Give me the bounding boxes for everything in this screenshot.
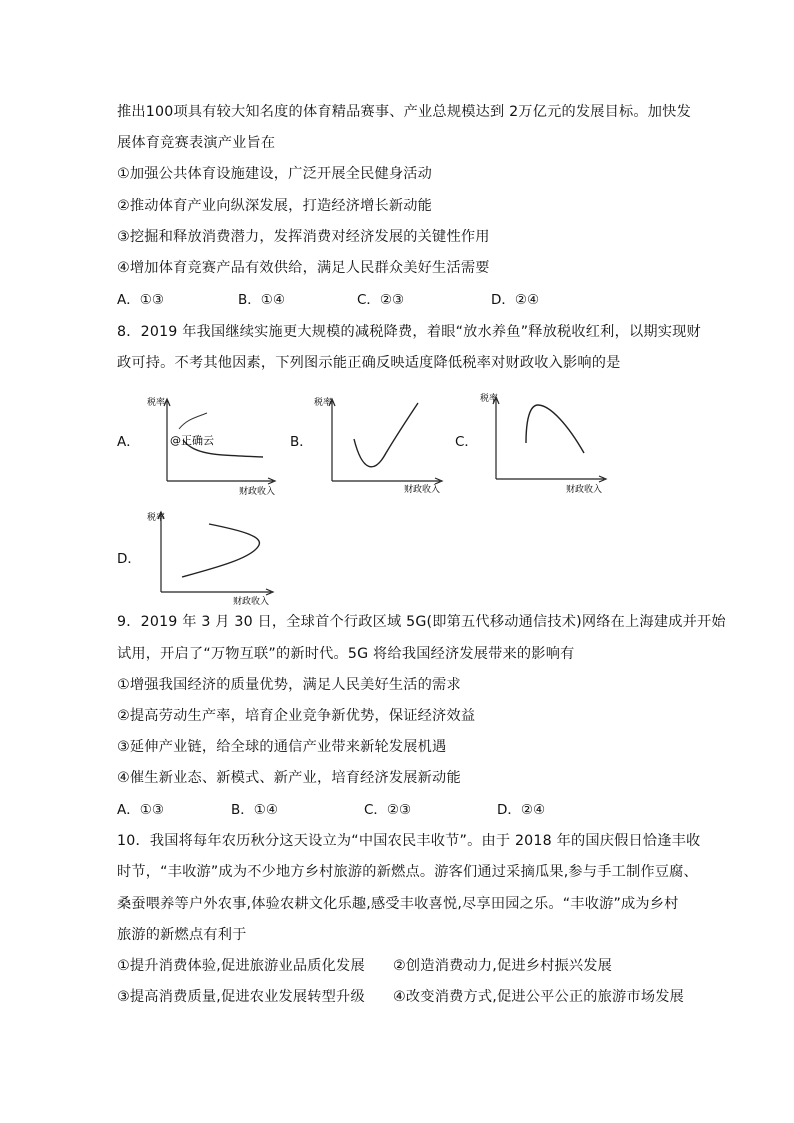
- q10-item-4: ④改变消费方式,促进公平公正的旅游市场发展: [393, 989, 684, 1005]
- graph-d-y-label: 税率: [147, 513, 166, 523]
- graph-b-curve: [354, 403, 418, 467]
- graph-a-y-label: 税率: [147, 398, 166, 408]
- q7-option-a: A．①③: [117, 292, 164, 308]
- graph-d-x-label: 财政收入: [233, 597, 270, 607]
- q8-graph-a: [145, 393, 285, 497]
- q7-item-2: ②推动体育产业向纵深发展，打造经济增长新动能: [117, 198, 433, 214]
- q10-stem-line4: 旅游的新燃点有利于: [117, 927, 247, 943]
- q8-graph-a-label: A．: [117, 434, 140, 450]
- q9-item-1: ①增强我国经济的质量优势，满足人民美好生活的需求: [117, 677, 461, 693]
- q7-option-c: C．②③: [357, 292, 405, 308]
- q8-graph-d-label: D．: [117, 551, 141, 567]
- q7-option-d: D．②④: [491, 292, 540, 308]
- q10-stem-line2: 时节，“丰收游”成为不少地方乡村旅游的新燃点。游客们通过采摘瓜果,参与手工制作豆腐、: [117, 864, 698, 880]
- q9-stem-line1: 9．2019 年 3 月 30 日，全球首个行政区域 5G(即第五代移动通信技术)网络在上海建成并开始: [117, 614, 726, 630]
- q8-stem-line2: 政可持。不考其他因素，下列图示能正确反映适度降低税率对财政收入影响的是: [117, 355, 621, 371]
- graph-a-watermark-stroke: [179, 413, 207, 429]
- graph-b-y-label: 税率: [314, 398, 333, 408]
- q10-item-1: ①提升消费体验,促进旅游业品质化发展: [117, 958, 365, 974]
- q7-item-3: ③挖掘和释放消费潜力，发挥消费对经济发展的关键性作用: [117, 229, 490, 245]
- q10-stem-line1: 10．我国将每年农历秋分这天设立为“中国农民丰收节”。由于 2018 年的国庆假日恰逢丰收: [117, 833, 701, 849]
- q9-item-3: ③延伸产业链，给全球的通信产业带来新轮发展机遇: [117, 739, 447, 755]
- graph-a-x-label: 财政收入: [239, 487, 276, 497]
- q8-graph-b-label: B．: [290, 434, 313, 450]
- graph-d-curve: [182, 524, 259, 577]
- q9-option-a: A．①③: [117, 802, 164, 818]
- graph-c-curve: [526, 405, 584, 453]
- q8-graph-b: [312, 393, 452, 497]
- q9-option-c: C．②③: [364, 802, 412, 818]
- q9-item-4: ④催生新业态、新模式、新产业，培育经济发展新动能: [117, 770, 461, 786]
- q10-item-3: ③提高消费质量,促进农业发展转型升级: [117, 989, 365, 1005]
- q7-option-b: B．①④: [238, 292, 285, 308]
- q10-stem-line3: 桑蚕喂养等户外农事,体验农耕文化乐趣,感受丰收喜悦,尽享田园之乐。“丰收游”成为乡村: [117, 896, 679, 912]
- q8-stem-line1: 8．2019 年我国继续实施更大规模的减税降费，着眼“放水养鱼”释放税收红利，以期实现财: [117, 324, 701, 340]
- graph-c-x-label: 财政收入: [566, 485, 603, 495]
- q8-graph-c-label: C．: [455, 434, 478, 450]
- graph-c-y-label: 税率: [480, 394, 499, 404]
- q7-stem-line2: 展体育竞赛表演产业旨在: [117, 135, 276, 151]
- graph-a-watermark: @正确云: [170, 434, 214, 447]
- q10-item-2: ②创造消费动力,促进乡村振兴发展: [393, 958, 613, 974]
- q8-graph-d: [145, 508, 285, 608]
- q7-item-4: ④增加体育竞赛产品有效供给，满足人民群众美好生活需要: [117, 260, 490, 276]
- q9-item-2: ②提高劳动生产率，培育企业竞争新优势，保证经济效益: [117, 708, 476, 724]
- q8-graph-c: [476, 389, 616, 493]
- q9-option-b: B．①④: [231, 802, 278, 818]
- q9-option-d: D．②④: [497, 802, 546, 818]
- graph-b-x-label: 财政收入: [404, 485, 441, 495]
- q7-item-1: ①加强公共体育设施建设，广泛开展全民健身活动: [117, 166, 433, 182]
- q9-stem-line2: 试用，开启了“万物互联”的新时代。5G 将给我国经济发展带来的影响有: [117, 646, 575, 662]
- q7-stem-line1: 推出100项具有较大知名度的体育精品赛事、产业总规模达到 2万亿元的发展目标。加快发: [117, 104, 691, 120]
